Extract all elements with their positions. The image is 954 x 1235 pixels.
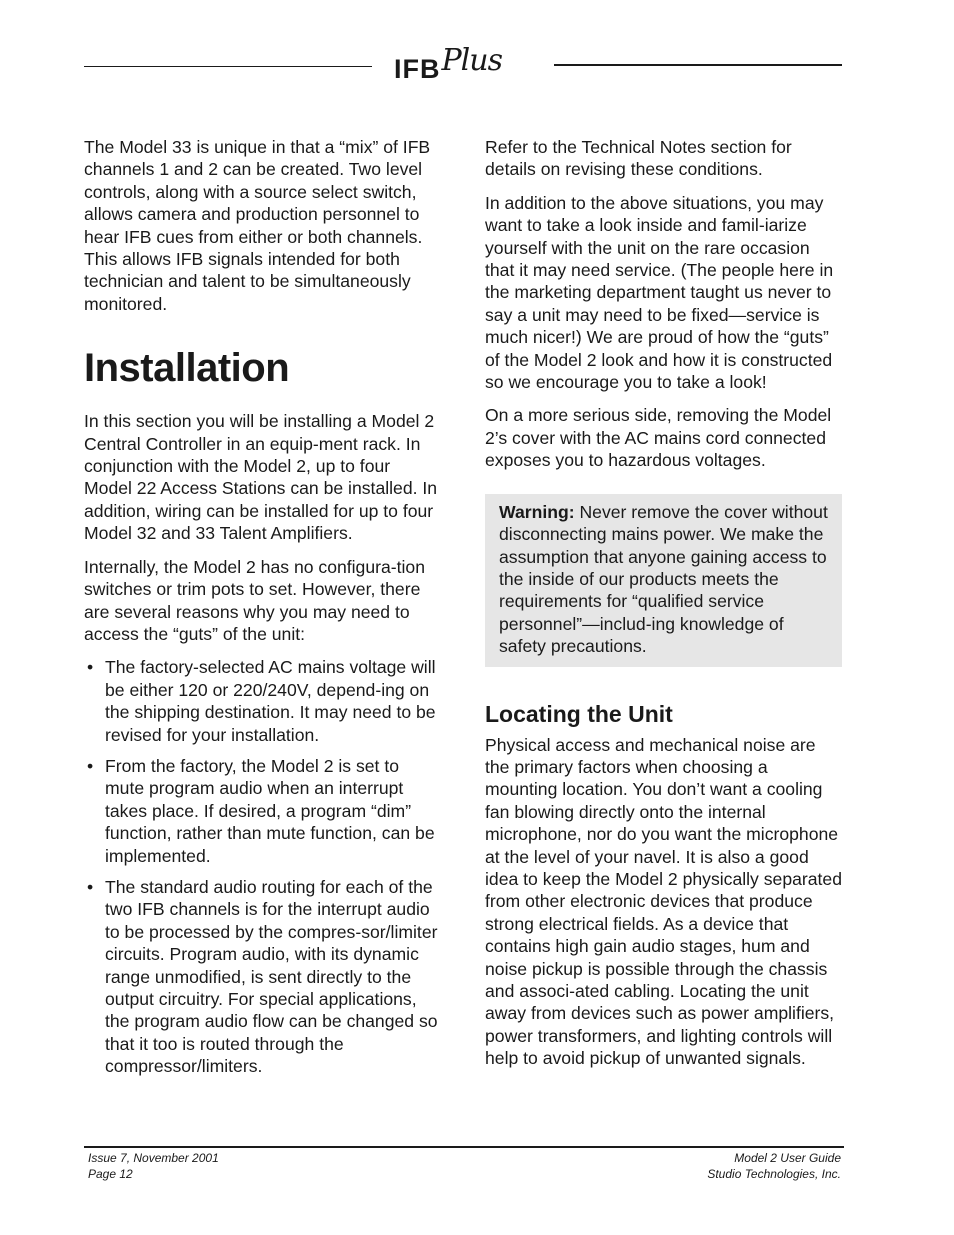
reasons-list	[84, 656, 440, 1077]
footer-guide-title: Model 2 User Guide	[734, 1151, 841, 1165]
body-paragraph: Internally, the Model 2 has no configura-tion switches or trim pots to set. However, there are several reasons why you may need to access the “guts” of the unit:	[84, 556, 425, 644]
list-item	[84, 656, 440, 746]
intro-paragraph: The Model 33 is unique in that a “mix” of IFB channels 1 and 2 can be created. Two level controls, along with a source select switch, allows camera and production personnel to hear IFB cues from either or both channels. This allows IFB signals intended for both technician and talent to be simultaneously monitored.	[84, 137, 431, 314]
footer-issue: Issue 7, November 2001	[88, 1151, 219, 1165]
bullet-icon: •	[87, 657, 94, 678]
footer-right	[707, 1151, 841, 1182]
body-paragraph: In addition to the above situations, you may want to take a look inside and famil-iarize yourself with the unit on the rare occasion that it may need service. (The people here in the marketing department taught us never to say a unit may need to be fixed—service is much nicer!) We are proud of how the “guts” of the Model 2 look and how it is constructed so we encourage you to take a look!	[485, 192, 834, 393]
body-paragraph: Refer to the Technical Notes section for details on revising these conditions.	[485, 137, 792, 180]
warning-label: Warning:	[499, 501, 575, 522]
bullet-icon: •	[87, 755, 94, 776]
ifb-plus-logo	[394, 44, 502, 88]
logo-ifb-text: IFB	[394, 53, 441, 84]
subsection-title: Locating the Unit	[485, 700, 673, 727]
list-item-text: The factory-selected AC mains voltage will be either 120 or 220/240V, depend-ing on the shipping destination. It may need to be revised for your installation.	[105, 657, 436, 745]
header-rule-left	[84, 66, 372, 67]
logo-plus-script: Plus	[441, 43, 502, 78]
footer-company: Studio Technologies, Inc.	[707, 1166, 841, 1181]
list-item	[84, 876, 440, 1078]
footer-rule	[84, 1146, 844, 1148]
warning-box	[485, 494, 842, 667]
right-column	[485, 136, 842, 1081]
warning-text: Never remove the cover without disconnecting mains power. We make the assumption that anyone gaining access to the inside of our products meets the requirements for “qualified service personnel”—includ-ing knowledge of safety precautions.	[499, 501, 828, 657]
body-paragraph: Physical access and mechanical noise are the primary factors when choosing a mounting location. You don’t want a cooling fan blowing directly onto the internal microphone, nor do you want the microphone at the level of your navel. It is also a good idea to keep the Model 2 physically separated from other electronic devices that produce strong electrical fields. As a device that contains high gain audio stages, hum and noise pickup is possible through the chassis and associ-ated cabling. Locating the unit away from devices such as power amplifiers, power transformers, and lighting controls will help to avoid pickup of unwanted signals.	[485, 734, 842, 1069]
list-item	[84, 755, 440, 867]
footer-page-number: Page 12	[88, 1166, 133, 1181]
left-column	[84, 136, 440, 1087]
list-item-text: From the factory, the Model 2 is set to mute program audio when an interrupt takes place. If desired, a program “dim” function, rather than mute function, can be implemented.	[105, 755, 435, 866]
body-paragraph: In this section you will be installing a Model 2 Central Controller in an equip-ment rack. In conjunction with the Model 2, up to four Model 22 Access Stations can be installed. In addition, wiring can be installed for up to four Model 32 and 33 Talent Amplifiers.	[84, 411, 438, 544]
list-item-text: The standard audio routing for each of the two IFB channels is for the interrupt audio to be processed by the compres-sor/limiter circuits. Program audio, with its dynamic range unmodified, is sent directly to the output circuitry. For special applications, the program audio flow can be changed so that it too is routed through the compressor/limiters.	[105, 876, 438, 1077]
body-paragraph: On a more serious side, removing the Model 2’s cover with the AC mains cord connected exposes you to hazardous voltages.	[485, 405, 832, 471]
bullet-icon: •	[87, 876, 94, 897]
section-title: Installation	[84, 346, 290, 391]
footer-left	[88, 1151, 219, 1182]
header-rule-right	[554, 64, 842, 66]
